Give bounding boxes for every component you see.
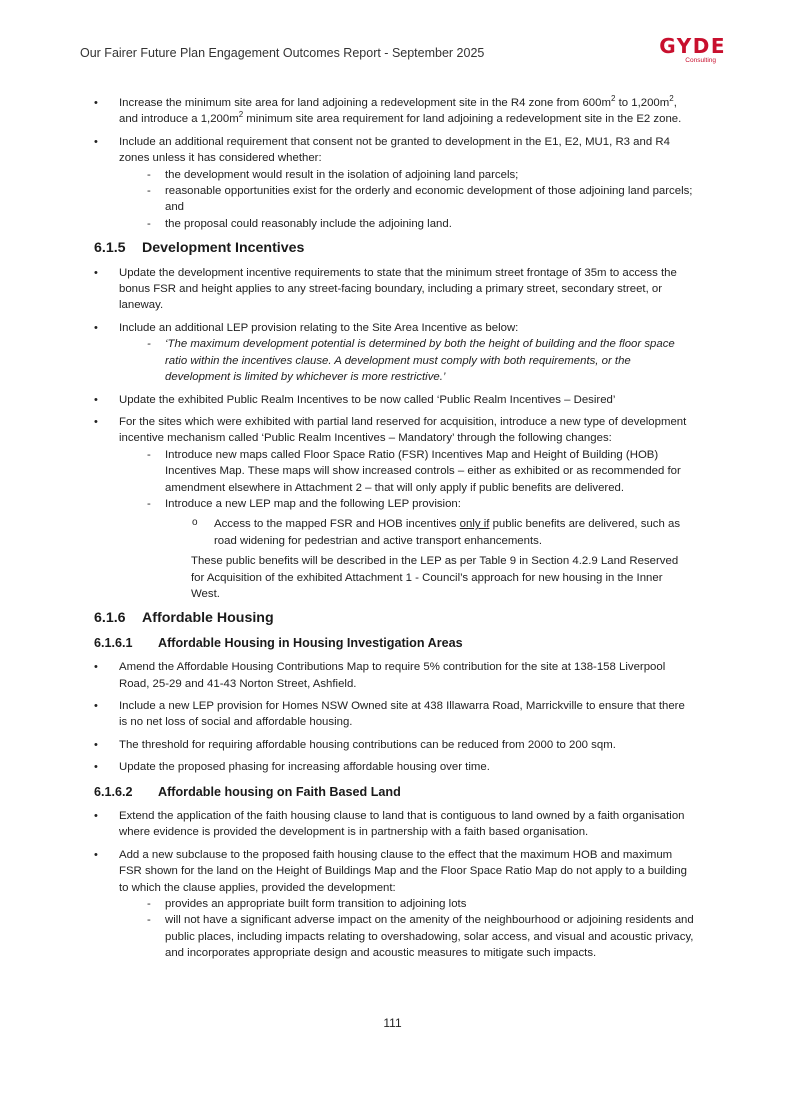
logo-subtitle: Consulting	[685, 57, 716, 64]
sub-list-item: - reasonable opportunities exist for the orderly and economic development of those adjoining land parcels; and	[144, 183, 694, 216]
sub-list-item: - Introduce a new LEP map and the following LEP provision: o Access to the mapped FSR and HOB incentives only if public benefits are delivered, such as road widening for pedestrian and active transport enhancements. These public benefits will be described in the LEP as per Table 9 in Section 4.2.9 Land Reserved for Acquisition of the exhibited Attachment 1 - Council’s approach for new housing in the Inner West.	[144, 496, 694, 602]
section-heading-6-1-6: 6.1.6 Affordable Housing	[94, 610, 274, 627]
page-number: 111	[383, 1016, 402, 1030]
list-item: • Update the exhibited Public Realm Incentives to be now called ‘Public Realm Incentives – Desired’	[94, 392, 694, 408]
sub-list	[119, 336, 694, 385]
page-body	[94, 95, 694, 968]
report-title: Our Fairer Future Plan Engagement Outcomes Report - September 2025	[80, 46, 485, 60]
list-item: • Extend the application of the faith housing clause to land that is contiguous to land owned by a faith organisation where evidence is provided the development is in partnership with a faith based organisation.	[94, 808, 694, 841]
list-item: • Include an additional requirement that consent not be granted to development in the E1, E2, MU1, R3 and R4 zones unless it has considered whether: - the development would result in the isolation of adjoining land parcels; - reasonable opportunities exist for the orderly and economic development of those adjoining land parcels; and - the proposal could reasonably include the adjoining land.	[94, 134, 694, 232]
gyde-logo	[636, 36, 726, 64]
list-item: • Add a new subclause to the proposed faith housing clause to the effect that the maximum HOB and maximum FSR shown for the land on the Height of Buildings Map and the Floor Space Ratio Map do not apply to a building to which the clause applies, provided the development: - provides an appropriate built form transition to adjoining lots - will not have a significant adverse impact on the amenity of the neighbourhood or adjoining residents and public places, including impacts relating to overshadowing, solar access, and visual and acoustic privacy, and incorporates appropriate design and acoustic measures to mitigate such impacts.	[94, 847, 694, 962]
list-item: • Include an additional LEP provision relating to the Site Area Incentive as below: - ‘The maximum development potential is determined by both the height of building and the floor space ratio within the incentives clause. A development must comply with both requirements, or the development is limited by whichever is more restrictive.’	[94, 320, 694, 386]
sub-list	[119, 167, 694, 233]
sub-list-item: - provides an appropriate built form transition to adjoining lots	[144, 896, 694, 912]
nested-list-item: o Access to the mapped FSR and HOB incentives only if public benefits are delivered, such as road widening for pedestrian and active transport enhancements.	[190, 516, 694, 549]
subsection-heading-6-1-6-1: 6.1.6.1 Affordable Housing in Housing Investigation Areas	[94, 635, 463, 650]
sub-list	[119, 896, 694, 962]
sub-list	[119, 447, 694, 603]
sub-list-item: - the proposal could reasonably include the adjoining land.	[144, 216, 694, 232]
nested-list	[165, 516, 694, 549]
section-heading-6-1-5: 6.1.5 Development Incentives	[94, 240, 305, 257]
list-item: • Update the proposed phasing for increasing affordable housing over time.	[94, 759, 694, 775]
affordable-housing-list	[94, 659, 694, 775]
faith-housing-list	[94, 808, 694, 962]
list-item: • Increase the minimum site area for land adjoining a redevelopment site in the R4 zone from $600m^2$ to $1,200m^2$, and introduce a $1,200m^2$ minimum site area requirement for land adjoining a redevelopment site in the E2 zone.	[94, 95, 694, 128]
list-item: • Amend the Affordable Housing Contributions Map to require 5% contribution for the site at 138-158 Liverpool Road, 25-29 and 41-43 Norton Street, Ashfield.	[94, 659, 694, 692]
development-incentives-list	[94, 265, 694, 603]
list-item: • For the sites which were exhibited with partial land reserved for acquisition, introduce a new type of development incentive mechanism called ‘Public Realm Incentives – Mandatory’ through the following changes: - Introduce new maps called Floor Space Ratio (FSR) Incentives Map and Height of Building (HOB) Incentives Map. These maps will show increased controls – either as exhibited or as recommended for amendment elsewhere in Attachment 2 – that will only apply if public benefits are delivered. - Introduce a new LEP map and the following LEP provision: o Access to the mapped FSR and HOB incentives only if public benefits are delivered, such as road widening for pedestrian and active transport enhancements. These public benefits will be described in the LEP as per Table 9 in Section 4.2.9 Land Reserved for Acquisition of the exhibited Attachment 1 - Council’s approach for new housing in the Inner West.	[94, 414, 694, 602]
list-item: • The threshold for requiring affordable housing contributions can be reduced from 2000 to 200 sqm.	[94, 737, 694, 753]
list-item: • Update the development incentive requirements to state that the minimum street frontage of 35m to access the bonus FSR and height applies to any street-facing boundary, including a primary street, secondary street, or laneway.	[94, 265, 694, 314]
logo-wordmark: GYDE	[659, 34, 726, 58]
sub-list-item: - will not have a significant adverse impact on the amenity of the neighbourhood or adjoining residents and public places, including impacts relating to overshadowing, solar access, and visual and acoustic privacy, and incorporates appropriate design and acoustic measures to mitigate such impacts.	[144, 912, 694, 961]
list-item: • Include a new LEP provision for Homes NSW Owned site at 438 Illawarra Road, Marrickville to ensure that there is no net loss of social and affordable housing.	[94, 698, 694, 731]
sub-list-item: - Introduce new maps called Floor Space Ratio (FSR) Incentives Map and Height of Building (HOB) Incentives Map. These maps will show increased controls – either as exhibited or as recommended for amendment elsewhere in Attachment 2 – that will only apply if public benefits are delivered.	[144, 447, 694, 496]
public-benefits-note: These public benefits will be described in the LEP as per Table 9 in Section 4.2.9 Land Reserved for Acquisition of the exhibited Attachment 1 - Council’s approach for new housing in the Inner West.	[191, 555, 679, 600]
quoted-provision: - ‘The maximum development potential is determined by both the height of building and the floor space ratio within the incentives clause. A development must comply with both requirements, or the development is limited by whichever is more restrictive.’	[144, 336, 694, 385]
top-bullet-list	[94, 95, 694, 232]
subsection-heading-6-1-6-2: 6.1.6.2 Affordable housing on Faith Based Land	[94, 784, 401, 799]
sub-list-item: - the development would result in the isolation of adjoining land parcels;	[144, 167, 694, 183]
